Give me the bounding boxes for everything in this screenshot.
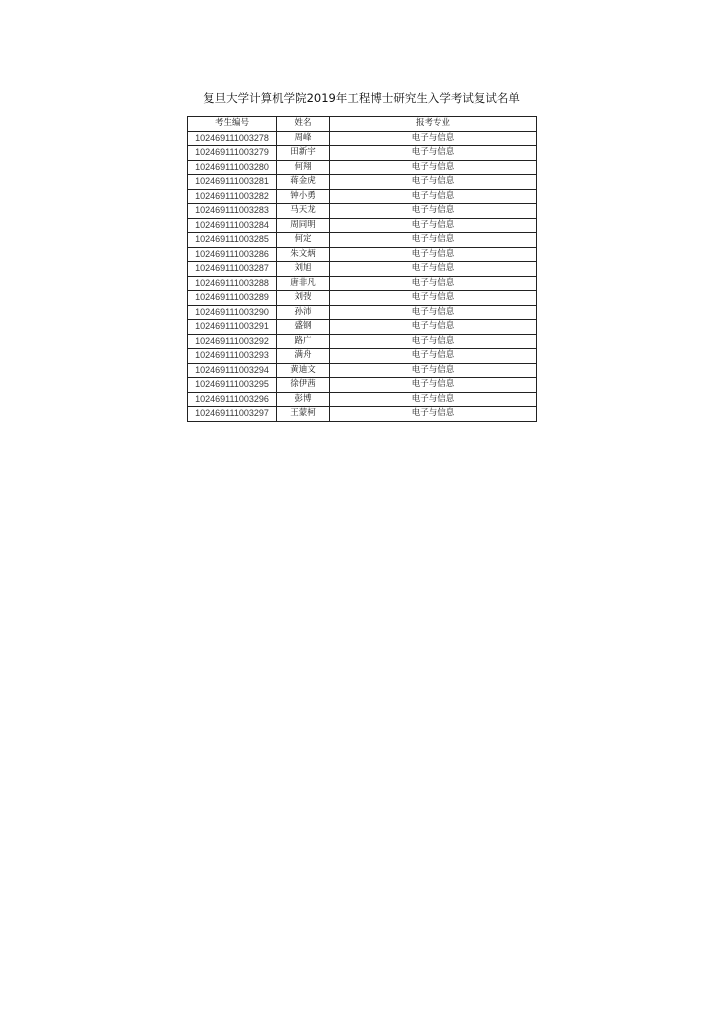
candidate-id-cell: 102469111003289: [188, 291, 277, 306]
name-cell: 刘旭: [277, 262, 330, 277]
major-cell: 电子与信息: [330, 407, 537, 422]
candidate-id-cell: 102469111003281: [188, 175, 277, 190]
table-body: [188, 131, 537, 421]
name-cell: 彭博: [277, 392, 330, 407]
name-cell: 路广: [277, 334, 330, 349]
name-cell: 黄迪文: [277, 363, 330, 378]
table-row: [188, 218, 537, 233]
table-row: [188, 160, 537, 175]
table-row: [188, 175, 537, 190]
major-cell: 电子与信息: [330, 146, 537, 161]
name-cell: 田新宇: [277, 146, 330, 161]
table-row: [188, 334, 537, 349]
major-cell: 电子与信息: [330, 392, 537, 407]
major-cell: 电子与信息: [330, 160, 537, 175]
name-cell: 盛钢: [277, 320, 330, 335]
candidate-id-cell: 102469111003283: [188, 204, 277, 219]
table-row: [188, 131, 537, 146]
table-row: [188, 378, 537, 393]
name-cell: 朱文炳: [277, 247, 330, 262]
table-row: [188, 349, 537, 364]
major-cell: 电子与信息: [330, 262, 537, 277]
table-row: [188, 247, 537, 262]
major-cell: 电子与信息: [330, 189, 537, 204]
major-cell: 电子与信息: [330, 247, 537, 262]
candidate-id-cell: 102469111003291: [188, 320, 277, 335]
name-cell: 满舟: [277, 349, 330, 364]
table-row: [188, 305, 537, 320]
candidate-id-cell: 102469111003295: [188, 378, 277, 393]
candidate-id-cell: 102469111003288: [188, 276, 277, 291]
name-cell: 周同明: [277, 218, 330, 233]
major-cell: 电子与信息: [330, 378, 537, 393]
name-cell: 刘弢: [277, 291, 330, 306]
candidate-id-cell: 102469111003286: [188, 247, 277, 262]
major-cell: 电子与信息: [330, 131, 537, 146]
name-cell: 蒋金虎: [277, 175, 330, 190]
name-cell: 何翔: [277, 160, 330, 175]
table-row: [188, 291, 537, 306]
major-cell: 电子与信息: [330, 276, 537, 291]
table-row: [188, 189, 537, 204]
name-cell: 孙沛: [277, 305, 330, 320]
major-cell: 电子与信息: [330, 334, 537, 349]
major-cell: 电子与信息: [330, 320, 537, 335]
table-row: [188, 233, 537, 248]
major-cell: 电子与信息: [330, 233, 537, 248]
name-cell: 何定: [277, 233, 330, 248]
name-cell: 马天龙: [277, 204, 330, 219]
table-row: [188, 392, 537, 407]
candidate-id-cell: 102469111003290: [188, 305, 277, 320]
candidate-id-cell: 102469111003279: [188, 146, 277, 161]
candidate-id-cell: 102469111003294: [188, 363, 277, 378]
candidate-id-cell: 102469111003293: [188, 349, 277, 364]
candidate-id-cell: 102469111003282: [188, 189, 277, 204]
name-cell: 王蒙柯: [277, 407, 330, 422]
name-cell: 钟小勇: [277, 189, 330, 204]
table-row: [188, 320, 537, 335]
candidate-id-cell: 102469111003284: [188, 218, 277, 233]
major-cell: 电子与信息: [330, 218, 537, 233]
candidate-table: [187, 116, 537, 422]
column-header-candidate-id: 考生编号: [188, 117, 277, 132]
name-cell: 唐非凡: [277, 276, 330, 291]
column-header-major: 报考专业: [330, 117, 537, 132]
table-row: [188, 204, 537, 219]
table-row: [188, 262, 537, 277]
table-row: [188, 146, 537, 161]
major-cell: 电子与信息: [330, 291, 537, 306]
major-cell: 电子与信息: [330, 349, 537, 364]
major-cell: 电子与信息: [330, 175, 537, 190]
document-title: 复旦大学计算机学院2019年工程博士研究生入学考试复试名单: [203, 91, 520, 105]
major-cell: 电子与信息: [330, 305, 537, 320]
name-cell: 徐伊茜: [277, 378, 330, 393]
candidate-id-cell: 102469111003297: [188, 407, 277, 422]
table-row: [188, 363, 537, 378]
name-cell: 周峰: [277, 131, 330, 146]
candidate-id-cell: 102469111003296: [188, 392, 277, 407]
major-cell: 电子与信息: [330, 204, 537, 219]
column-header-name: 姓名: [277, 117, 330, 132]
candidate-id-cell: 102469111003280: [188, 160, 277, 175]
table-header-row: [188, 117, 537, 132]
major-cell: 电子与信息: [330, 363, 537, 378]
candidate-id-cell: 102469111003278: [188, 131, 277, 146]
table-row: [188, 276, 537, 291]
candidate-id-cell: 102469111003292: [188, 334, 277, 349]
candidate-id-cell: 102469111003287: [188, 262, 277, 277]
candidate-id-cell: 102469111003285: [188, 233, 277, 248]
table-row: [188, 407, 537, 422]
